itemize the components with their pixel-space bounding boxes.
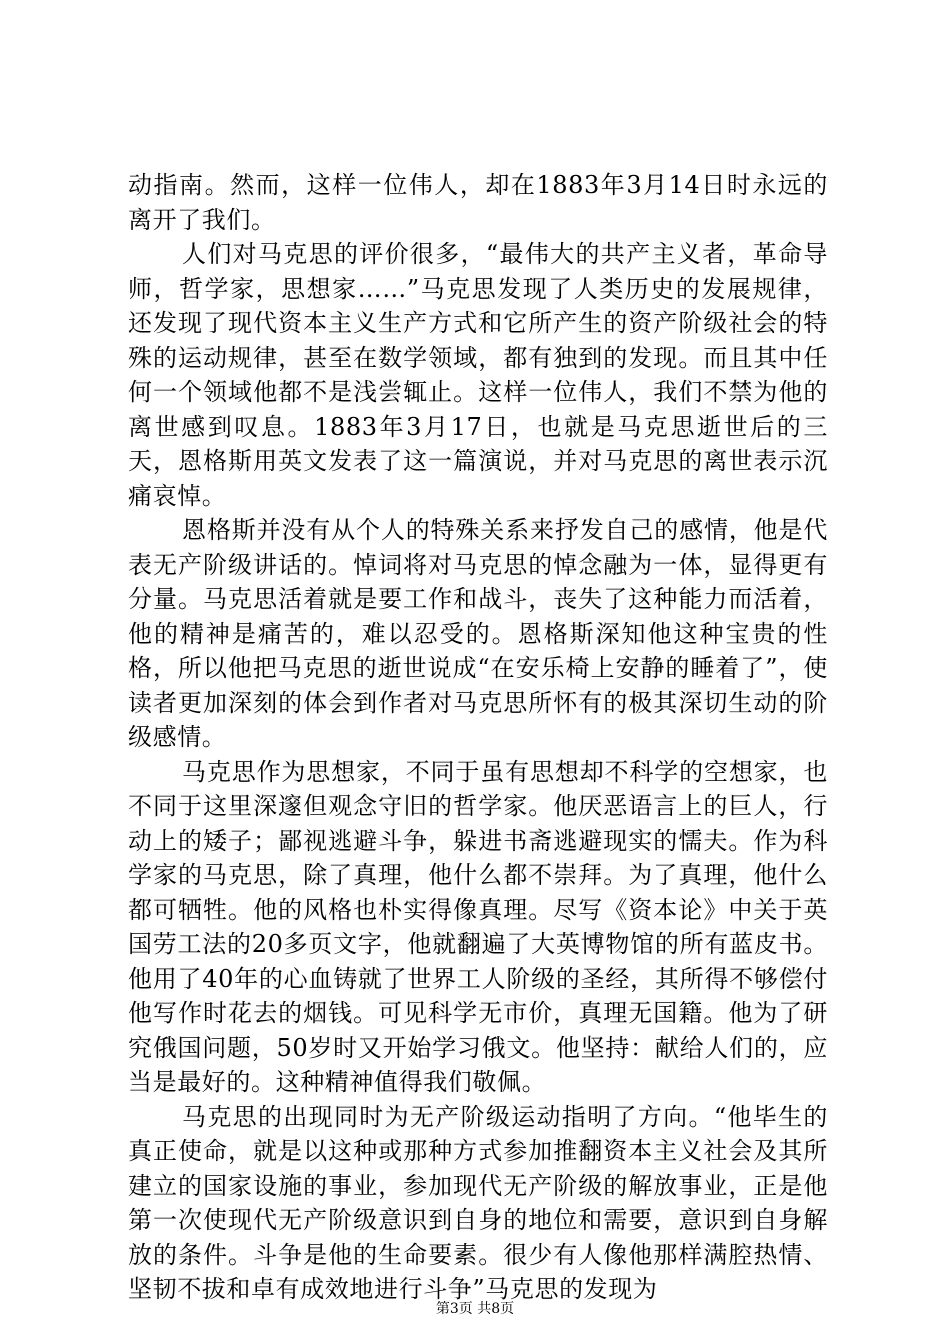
paragraph-thinker: 马克思作为思想家，不同于虽有思想却不科学的空想家，也不同于这里深邃但观念守旧的哲学家。他厌恶语言上的巨人，行动上的矮子；鄙视逃避斗争，躲进书斋逃避现实的懦夫。作为科学家的马克思，除了真理，他什么都不崇拜。为了真理，他什么都可牺牲。他的风格也朴实得像真理。尽写《资本论》中关于英国劳工法的20多页文字，他就翻遍了大英博物馆的所有蓝皮书。他用了40年的心血铸就了世界工人阶级的圣经，其所得不够偿付他写作时花去的烟钱。可见科学无市价，真理无国籍。他为了研究俄国问题，50岁时又开始学习俄文。他坚持：献给人们的，应当是最好的。这种精神值得我们敬佩。 — [128, 757, 828, 1096]
page-number-footer: 第3页 共8页 — [435, 1301, 515, 1317]
body-text — [128, 168, 828, 1307]
paragraph-continuation: 动指南。然而，这样一位伟人，却在1883年3月14日时永远的离开了我们。 — [128, 171, 828, 234]
paragraph-evaluation: 人们对马克思的评价很多，“最伟大的共产主义者，革命导师，哲学家，思想家……”马克思发现了人类历史的发展规律，还发现了现代资本主义生产方式和它所产生的资产阶级社会的特殊的运动规律，甚至在数学领域，都有独到的发现。而且其中任何一个领域他都不是浅尝辄止。这样一位伟人，我们不禁为他的离世感到叹息。1883年3月17日，也就是马克思逝世后的三天，恩格斯用英文发表了这一篇演说，并对马克思的离世表示沉痛哀悼。 — [128, 240, 828, 510]
paragraph-engels-speech: 恩格斯并没有从个人的特殊关系来抒发自己的感情，他是代表无产阶级讲话的。悼词将对马克思的悼念融为一体，显得更有分量。马克思活着就是要工作和战斗，丧失了这种能力而活着，他的精神是痛苦的，难以忍受的。恩格斯深知他这种宝贵的性格，所以他把马克思的逝世说成“在安乐椅上安静的睡着了”，使读者更加深刻的体会到作者对马克思所怀有的极其深切生动的阶级感情。 — [128, 516, 828, 751]
paragraph-proletariat: 马克思的出现同时为无产阶级运动指明了方向。“他毕生的真正使命，就是以这种或那种方式参加推翻资本主义社会及其所建立的国家设施的事业，参加现代无产阶级的解放事业，正是他第一次使现代无产阶级意识到自身的地位和需要，意识到自身解放的条件。斗争是他的生命要素。很少有人像他那样满腔热情、坚韧不拔和卓有成效地进行斗争”马克思的发现为 — [128, 1102, 828, 1303]
